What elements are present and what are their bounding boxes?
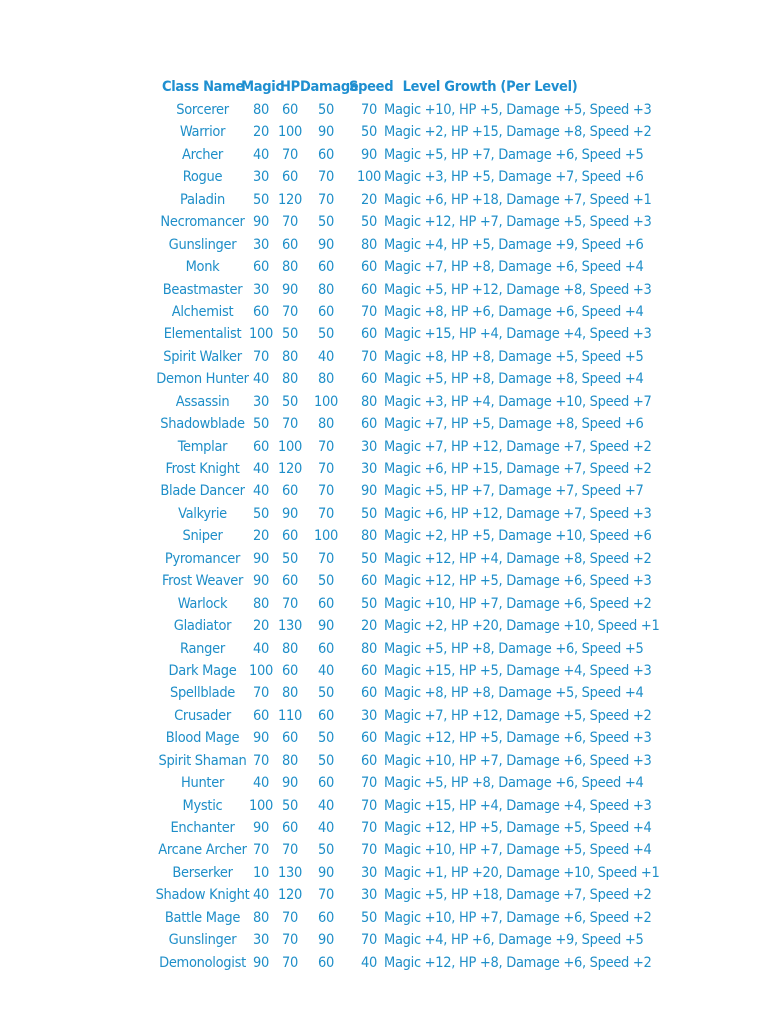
table-row [0,211,768,233]
table-row [0,368,768,390]
level-growth-cell: Magic +12, HP +8, Damage +6, Speed +2 [384,954,652,971]
speed-cell: 50 [361,595,377,612]
class-stats-table [0,75,768,974]
table-row [0,772,768,794]
hp-cell: 90 [282,505,298,522]
level-growth-cell: Magic +15, HP +4, Damage +4, Speed +3 [384,326,652,343]
hp-cell: 100 [278,124,302,141]
damage-cell: 50 [318,685,334,702]
class-name-cell: Battle Mage [164,909,241,926]
hp-cell: 60 [282,662,298,679]
table-row [0,638,768,660]
class-name-cell: Elementalist [163,326,242,343]
class-name-cell: Spellblade [169,685,236,702]
class-name-cell: Beastmaster [162,281,243,298]
speed-cell: 20 [361,191,377,208]
damage-cell: 100 [314,393,338,410]
table-row [0,480,768,502]
magic-cell: 30 [253,932,269,949]
magic-cell: 40 [253,640,269,657]
table-row [0,458,768,480]
damage-cell: 90 [318,618,334,635]
level-growth-cell: Magic +8, HP +6, Damage +6, Speed +4 [384,303,644,320]
class-name-cell: Shadow Knight [155,887,250,904]
class-name-cell: Ranger [180,640,225,657]
hp-cell: 70 [282,932,298,949]
class-name-cell: Frost Weaver [161,573,244,590]
level-growth-cell: Magic +7, HP +8, Damage +6, Speed +4 [384,259,644,276]
hp-cell: 70 [282,416,298,433]
speed-cell: 70 [361,303,377,320]
speed-cell: 70 [361,842,377,859]
table-row [0,952,768,974]
speed-cell: 100 [357,169,381,186]
level-growth-cell: Magic +10, HP +7, Damage +6, Speed +2 [384,595,652,612]
table-row [0,391,768,413]
hp-cell: 80 [282,640,298,657]
table-row [0,795,768,817]
class-name-cell: Necromancer [160,214,245,231]
hp-cell: 50 [282,797,298,814]
magic-cell: 90 [253,820,269,836]
hp-cell: 60 [282,236,298,253]
magic-cell: 20 [253,528,269,545]
hp-cell: 80 [282,259,298,276]
damage-cell: 50 [318,573,334,590]
level-growth-cell: Magic +15, HP +4, Damage +4, Speed +3 [384,797,652,814]
speed-cell: 30 [361,461,377,477]
magic-cell: 90 [253,730,269,747]
hp-cell: 60 [282,169,298,186]
speed-cell: 50 [361,909,377,926]
class-name-cell: Hunter [180,775,225,792]
magic-cell: 90 [253,573,269,590]
table-row [0,907,768,929]
table-row [0,279,768,301]
damage-cell: 90 [318,932,334,949]
damage-cell: 50 [318,102,334,118]
speed-cell: 80 [361,236,377,253]
magic-cell: 20 [253,618,269,635]
class-name-cell: Warlock [177,595,228,612]
level-growth-cell: Magic +2, HP +15, Damage +8, Speed +2 [384,124,652,141]
level-growth-cell: Magic +4, HP +5, Damage +9, Speed +6 [384,236,644,253]
level-growth-cell: Magic +12, HP +5, Damage +5, Speed +4 [384,820,652,836]
damage-cell: 50 [318,326,334,343]
damage-cell: 80 [318,281,334,298]
speed-cell: 30 [361,707,377,724]
speed-cell: 60 [361,416,377,433]
level-growth-cell: Magic +6, HP +18, Damage +7, Speed +1 [384,191,652,208]
speed-cell: 80 [361,528,377,545]
damage-cell: 100 [314,528,338,545]
class-name-cell: Spirit Shaman [158,752,247,769]
magic-cell: 50 [253,505,269,522]
speed-cell: 70 [361,348,377,365]
class-name-cell: Alchemist [171,303,234,320]
hp-cell: 70 [282,595,298,612]
table-row [0,705,768,727]
damage-cell: 70 [318,483,334,500]
level-growth-cell: Magic +3, HP +4, Damage +10, Speed +7 [384,393,652,410]
damage-cell: 60 [318,775,334,792]
table-row [0,817,768,839]
damage-cell: 60 [318,259,334,276]
class-name-cell: Crusader [174,707,231,724]
damage-cell: 50 [318,730,334,747]
table-row [0,234,768,256]
damage-cell: 70 [318,461,334,477]
header-magic: Magic [241,79,283,95]
magic-cell: 90 [253,214,269,231]
damage-cell: 60 [318,707,334,724]
class-name-cell: Archer [182,146,223,163]
table-row [0,570,768,592]
class-name-cell: Pyromancer [164,550,241,567]
table-row [0,839,768,861]
magic-cell: 40 [253,146,269,163]
magic-cell: 100 [249,797,273,814]
damage-cell: 90 [318,864,334,881]
speed-cell: 50 [361,550,377,567]
header-damage: Damage [300,79,359,95]
damage-cell: 60 [318,954,334,971]
speed-cell: 50 [361,214,377,231]
damage-cell: 40 [318,662,334,679]
magic-cell: 30 [253,169,269,186]
level-growth-cell: Magic +12, HP +5, Damage +6, Speed +3 [384,730,652,747]
class-name-cell: Gunslinger [168,932,237,949]
level-growth-cell: Magic +2, HP +5, Damage +10, Speed +6 [384,528,652,545]
hp-cell: 70 [282,954,298,971]
speed-cell: 60 [361,259,377,276]
speed-cell: 60 [361,752,377,769]
hp-cell: 120 [278,461,302,477]
damage-cell: 80 [318,371,334,388]
speed-cell: 40 [361,954,377,971]
header-hp: HP [280,79,300,95]
table-row [0,436,768,458]
magic-cell: 80 [253,102,269,118]
speed-cell: 70 [361,102,377,118]
table-row [0,256,768,278]
class-name-cell: Spirit Walker [163,348,242,365]
header-class-name: Class Name [161,79,245,95]
damage-cell: 40 [318,820,334,836]
class-name-cell: Blade Dancer [160,483,245,500]
level-growth-cell: Magic +8, HP +8, Damage +5, Speed +4 [384,685,644,702]
magic-cell: 90 [253,550,269,567]
hp-cell: 60 [282,573,298,590]
table-row [0,189,768,211]
class-name-cell: Valkyrie [178,505,227,522]
magic-cell: 50 [253,416,269,433]
hp-cell: 70 [282,909,298,926]
magic-cell: 40 [253,775,269,792]
class-name-cell: Gladiator [173,618,232,635]
level-growth-cell: Magic +6, HP +12, Damage +7, Speed +3 [384,505,652,522]
level-growth-cell: Magic +5, HP +12, Damage +8, Speed +3 [384,281,652,298]
table-row [0,525,768,547]
damage-cell: 70 [318,505,334,522]
class-name-cell: Gunslinger [168,236,237,253]
table-row [0,99,768,121]
class-name-cell: Enchanter [170,820,235,836]
hp-cell: 70 [282,303,298,320]
hp-cell: 130 [278,864,302,881]
hp-cell: 50 [282,393,298,410]
magic-cell: 60 [253,303,269,320]
hp-cell: 80 [282,752,298,769]
table-row [0,593,768,615]
table-header-row [0,75,768,99]
speed-cell: 70 [361,775,377,792]
table-row [0,144,768,166]
damage-cell: 70 [318,438,334,455]
speed-cell: 60 [361,281,377,298]
hp-cell: 60 [282,730,298,747]
hp-cell: 50 [282,550,298,567]
damage-cell: 90 [318,124,334,141]
table-row [0,346,768,368]
speed-cell: 50 [361,505,377,522]
level-growth-cell: Magic +5, HP +7, Damage +7, Speed +7 [384,483,644,500]
class-name-cell: Mystic [182,797,223,814]
magic-cell: 30 [253,236,269,253]
class-name-cell: Frost Knight [165,461,240,477]
header-speed: Speed [349,79,394,95]
damage-cell: 90 [318,236,334,253]
damage-cell: 60 [318,595,334,612]
speed-cell: 30 [361,438,377,455]
class-name-cell: Monk [185,259,220,276]
level-growth-cell: Magic +10, HP +5, Damage +5, Speed +3 [384,102,652,118]
speed-cell: 80 [361,393,377,410]
class-name-cell: Demon Hunter [156,371,249,388]
level-growth-cell: Magic +10, HP +7, Damage +5, Speed +4 [384,842,652,859]
hp-cell: 80 [282,685,298,702]
level-growth-cell: Magic +7, HP +12, Damage +7, Speed +2 [384,438,652,455]
damage-cell: 40 [318,348,334,365]
damage-cell: 50 [318,752,334,769]
class-name-cell: Sniper [182,528,223,545]
damage-cell: 80 [318,416,334,433]
level-growth-cell: Magic +4, HP +6, Damage +9, Speed +5 [384,932,644,949]
level-growth-cell: Magic +12, HP +7, Damage +5, Speed +3 [384,214,652,231]
table-row [0,548,768,570]
level-growth-cell: Magic +5, HP +8, Damage +6, Speed +5 [384,640,644,657]
table-row [0,121,768,143]
damage-cell: 60 [318,303,334,320]
class-name-cell: Paladin [180,191,225,208]
class-name-cell: Demonologist [159,954,246,971]
hp-cell: 80 [282,348,298,365]
magic-cell: 70 [253,752,269,769]
hp-cell: 70 [282,214,298,231]
class-name-cell: Warrior [179,124,226,141]
level-growth-cell: Magic +10, HP +7, Damage +6, Speed +3 [384,752,652,769]
table-row [0,660,768,682]
table-row [0,862,768,884]
speed-cell: 80 [361,640,377,657]
class-name-cell: Assassin [175,393,230,410]
magic-cell: 40 [253,887,269,904]
hp-cell: 70 [282,842,298,859]
hp-cell: 90 [282,281,298,298]
hp-cell: 60 [282,528,298,545]
hp-cell: 60 [282,483,298,500]
magic-cell: 40 [253,371,269,388]
magic-cell: 80 [253,909,269,926]
class-name-cell: Templar [177,438,228,455]
hp-cell: 120 [278,887,302,904]
damage-cell: 60 [318,640,334,657]
magic-cell: 60 [253,259,269,276]
speed-cell: 90 [361,483,377,500]
speed-cell: 30 [361,864,377,881]
speed-cell: 60 [361,573,377,590]
level-growth-cell: Magic +5, HP +7, Damage +6, Speed +5 [384,146,644,163]
class-name-cell: Shadowblade [160,416,245,433]
table-row [0,323,768,345]
table-row [0,301,768,323]
class-name-cell: Arcane Archer [158,842,247,859]
level-growth-cell: Magic +12, HP +5, Damage +6, Speed +3 [384,573,652,590]
hp-cell: 130 [278,618,302,635]
damage-cell: 60 [318,146,334,163]
magic-cell: 40 [253,483,269,500]
hp-cell: 80 [282,371,298,388]
magic-cell: 100 [249,326,273,343]
hp-cell: 110 [278,707,302,724]
hp-cell: 100 [278,438,302,455]
speed-cell: 20 [361,618,377,635]
class-name-cell: Rogue [182,169,223,186]
speed-cell: 60 [361,662,377,679]
speed-cell: 70 [361,797,377,814]
hp-cell: 90 [282,775,298,792]
magic-cell: 40 [253,461,269,477]
magic-cell: 70 [253,685,269,702]
level-growth-cell: Magic +5, HP +8, Damage +6, Speed +4 [384,775,644,792]
damage-cell: 50 [318,842,334,859]
damage-cell: 70 [318,191,334,208]
magic-cell: 70 [253,842,269,859]
table-row [0,503,768,525]
magic-cell: 60 [253,438,269,455]
magic-cell: 10 [253,864,269,881]
class-name-cell: Sorcerer [176,102,229,118]
table-row [0,682,768,704]
level-growth-cell: Magic +7, HP +5, Damage +8, Speed +6 [384,416,644,433]
damage-cell: 40 [318,797,334,814]
speed-cell: 60 [361,685,377,702]
magic-cell: 90 [253,954,269,971]
magic-cell: 30 [253,393,269,410]
speed-cell: 60 [361,730,377,747]
magic-cell: 70 [253,348,269,365]
header-level-growth: Level Growth (Per Level) [402,79,578,95]
level-growth-cell: Magic +8, HP +8, Damage +5, Speed +5 [384,348,644,365]
level-growth-cell: Magic +12, HP +4, Damage +8, Speed +2 [384,550,652,567]
level-growth-cell: Magic +10, HP +7, Damage +6, Speed +2 [384,909,652,926]
level-growth-cell: Magic +5, HP +18, Damage +7, Speed +2 [384,887,652,904]
table-body [0,99,768,974]
level-growth-cell: Magic +3, HP +5, Damage +7, Speed +6 [384,169,644,186]
level-growth-cell: Magic +5, HP +8, Damage +8, Speed +4 [384,371,644,388]
hp-cell: 60 [282,102,298,118]
class-name-cell: Dark Mage [168,662,237,679]
magic-cell: 30 [253,281,269,298]
magic-cell: 60 [253,707,269,724]
table-row [0,750,768,772]
level-growth-cell: Magic +2, HP +20, Damage +10, Speed +1 [384,618,660,635]
speed-cell: 90 [361,146,377,163]
hp-cell: 120 [278,191,302,208]
level-growth-cell: Magic +6, HP +15, Damage +7, Speed +2 [384,461,652,477]
class-name-cell: Blood Mage [165,730,240,747]
damage-cell: 70 [318,550,334,567]
table-row [0,929,768,951]
level-growth-cell: Magic +15, HP +5, Damage +4, Speed +3 [384,662,652,679]
speed-cell: 30 [361,887,377,904]
class-name-cell: Berserker [172,864,233,881]
hp-cell: 70 [282,146,298,163]
magic-cell: 80 [253,595,269,612]
hp-cell: 50 [282,326,298,343]
magic-cell: 50 [253,191,269,208]
speed-cell: 60 [361,326,377,343]
level-growth-cell: Magic +7, HP +12, Damage +5, Speed +2 [384,707,652,724]
speed-cell: 70 [361,932,377,949]
magic-cell: 20 [253,124,269,141]
table-row [0,615,768,637]
speed-cell: 50 [361,124,377,141]
table-row [0,166,768,188]
damage-cell: 50 [318,214,334,231]
damage-cell: 70 [318,887,334,904]
speed-cell: 60 [361,371,377,388]
table-row [0,413,768,435]
damage-cell: 60 [318,909,334,926]
table-row [0,884,768,906]
hp-cell: 60 [282,820,298,836]
table-row [0,727,768,749]
level-growth-cell: Magic +1, HP +20, Damage +10, Speed +1 [384,864,660,881]
damage-cell: 70 [318,169,334,186]
speed-cell: 70 [361,820,377,836]
magic-cell: 100 [249,662,273,679]
